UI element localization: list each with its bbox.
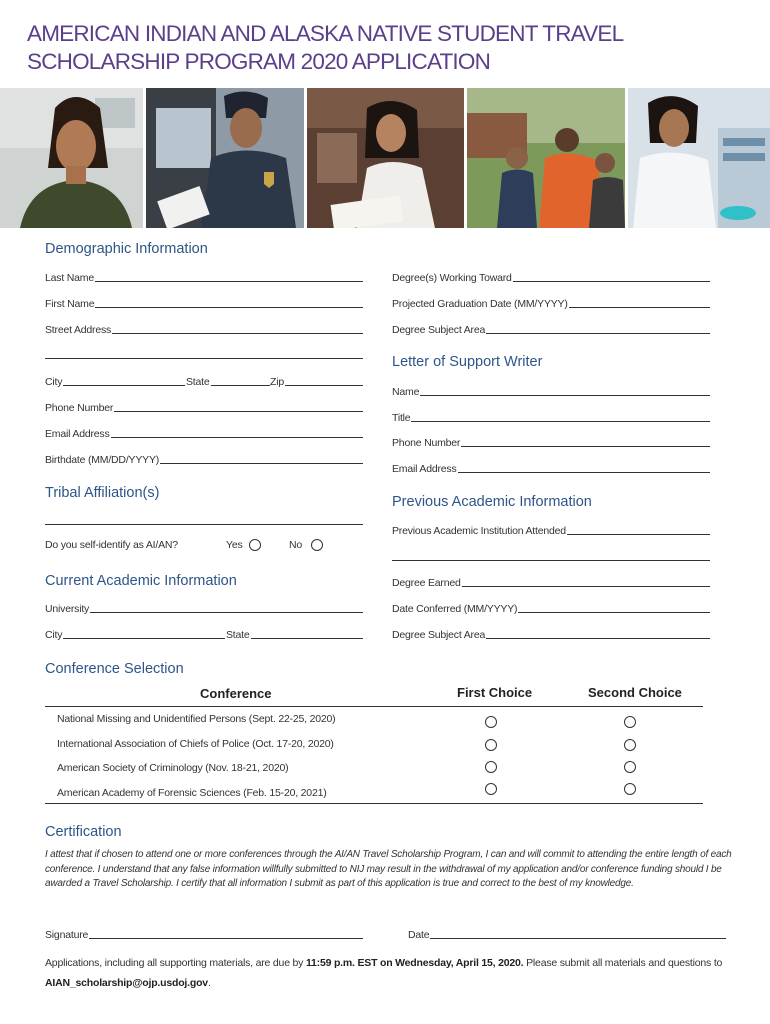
city-field[interactable] bbox=[45, 374, 185, 388]
phone-number-field[interactable] bbox=[45, 400, 363, 414]
section-current-heading: Current Academic Information bbox=[45, 573, 237, 589]
section-certification-heading: Certification bbox=[45, 824, 122, 840]
current-state-label: State bbox=[226, 629, 250, 641]
degree-earned-field[interactable] bbox=[392, 575, 710, 589]
conference-row-2: International Association of Chiefs of Police (Oct. 17-20, 2020) bbox=[57, 738, 334, 750]
birthdate-label: Birthdate (MM/DD/YYYY) bbox=[45, 454, 160, 466]
graduation-date-label: Projected Graduation Date (MM/YYYY) bbox=[392, 298, 568, 310]
state-label: State bbox=[186, 376, 210, 388]
conference-row-4: American Academy of Forensic Sciences (Feb. 15-20, 2021) bbox=[57, 787, 327, 799]
street-address-line-2[interactable] bbox=[45, 358, 363, 359]
signature-label: Signature bbox=[45, 929, 89, 941]
due-date-notice bbox=[45, 953, 745, 993]
second-choice-radio-1[interactable] bbox=[624, 716, 636, 728]
conference-column-header: Conference bbox=[200, 686, 272, 701]
current-state-field[interactable] bbox=[226, 627, 363, 641]
first-name-field[interactable] bbox=[45, 296, 363, 310]
section-conference-heading: Conference Selection bbox=[45, 661, 184, 677]
first-name-label: First Name bbox=[45, 298, 95, 310]
previous-institution-field[interactable] bbox=[392, 523, 710, 537]
yes-option[interactable] bbox=[226, 539, 261, 551]
support-name-label: Name bbox=[392, 386, 420, 398]
first-choice-radio-4[interactable] bbox=[485, 783, 497, 795]
yes-label: Yes bbox=[226, 539, 243, 551]
self-identify-question: Do you self-identify as AI/AN? bbox=[45, 539, 178, 551]
degree-subject-label: Degree Subject Area bbox=[392, 324, 486, 336]
second-choice-radio-3[interactable] bbox=[624, 761, 636, 773]
due-text-3: . bbox=[207, 977, 211, 989]
photo-police-officer bbox=[146, 88, 304, 228]
tribal-affiliation-line[interactable] bbox=[45, 524, 363, 525]
yes-radio[interactable] bbox=[249, 539, 261, 551]
due-text-2: Please submit all materials and questions to bbox=[523, 957, 723, 969]
support-title-field[interactable] bbox=[392, 410, 710, 424]
birthdate-field[interactable] bbox=[45, 452, 363, 466]
state-field[interactable] bbox=[186, 374, 270, 388]
support-email-field[interactable] bbox=[392, 461, 710, 475]
second-choice-radio-4[interactable] bbox=[624, 783, 636, 795]
support-name-field[interactable] bbox=[392, 384, 710, 398]
street-address-label: Street Address bbox=[45, 324, 112, 336]
previous-institution-label: Previous Academic Institution Attended bbox=[392, 525, 566, 537]
support-phone-label: Phone Number bbox=[392, 437, 461, 449]
section-demographic-heading: Demographic Information bbox=[45, 241, 208, 257]
signature-field[interactable] bbox=[45, 927, 363, 941]
last-name-label: Last Name bbox=[45, 272, 94, 284]
certification-statement: I attest that if chosen to attend one or more conferences through the AI/AN Travel Scholarship Program, I can and will commit to attending the entire length of each conference. I understand that any false information willfully submitted to NIJ may result in the withdrawal of my application and/or conference funding should I be awarded a Travel Scholarship. I certify that all information I submit as part of this application is true and correct to the best of my knowledge. bbox=[45, 849, 732, 889]
degree-working-toward-field[interactable] bbox=[392, 270, 710, 284]
university-field[interactable] bbox=[45, 601, 363, 615]
date-field[interactable] bbox=[408, 927, 726, 941]
last-name-field[interactable] bbox=[45, 270, 363, 284]
no-radio[interactable] bbox=[311, 539, 323, 551]
first-choice-radio-1[interactable] bbox=[485, 716, 497, 728]
degree-subject-field[interactable] bbox=[392, 322, 710, 336]
due-text-1: Applications, including all supporting materials, are due by bbox=[45, 957, 306, 969]
support-email-label: Email Address bbox=[392, 463, 457, 475]
zip-label: Zip bbox=[270, 376, 284, 388]
current-city-field[interactable] bbox=[45, 627, 225, 641]
first-choice-radio-2[interactable] bbox=[485, 739, 497, 751]
photo-banner bbox=[0, 88, 770, 228]
date-conferred-label: Date Conferred (MM/YYYY) bbox=[392, 603, 518, 615]
photo-student-writing bbox=[307, 88, 465, 228]
degree-earned-label: Degree Earned bbox=[392, 577, 461, 589]
conference-row-1: National Missing and Unidentified Persons (Sept. 22-25, 2020) bbox=[57, 713, 336, 725]
phone-number-label: Phone Number bbox=[45, 402, 114, 414]
date-label: Date bbox=[408, 929, 430, 941]
previous-subject-field[interactable] bbox=[392, 627, 710, 641]
page-title: AMERICAN INDIAN AND ALASKA NATIVE STUDENT TRAVEL SCHOLARSHIP PROGRAM 2020 APPLICATION bbox=[27, 21, 623, 74]
second-choice-column-header: Second Choice bbox=[588, 685, 682, 700]
section-tribal-heading: Tribal Affiliation(s) bbox=[45, 485, 160, 501]
previous-institution-line-2[interactable] bbox=[392, 560, 710, 561]
degree-working-toward-label: Degree(s) Working Toward bbox=[392, 272, 512, 284]
second-choice-radio-2[interactable] bbox=[624, 739, 636, 751]
no-label: No bbox=[289, 539, 303, 551]
street-address-field[interactable] bbox=[45, 322, 363, 336]
photo-group-hugging bbox=[467, 88, 625, 228]
photo-lab-scientist bbox=[628, 88, 770, 228]
section-previous-heading: Previous Academic Information bbox=[392, 494, 592, 510]
first-choice-column-header: First Choice bbox=[457, 685, 533, 700]
section-support-heading: Letter of Support Writer bbox=[392, 354, 543, 370]
zip-field[interactable] bbox=[270, 374, 363, 388]
photo-student-smiling bbox=[0, 88, 143, 228]
due-deadline: 11:59 p.m. EST on Wednesday, April 15, 2020. bbox=[305, 957, 524, 969]
conference-table-top-rule bbox=[45, 706, 703, 707]
current-city-label: City bbox=[45, 629, 63, 641]
support-phone-field[interactable] bbox=[392, 435, 710, 449]
email-address-field[interactable] bbox=[45, 426, 363, 440]
university-label: University bbox=[45, 603, 90, 615]
date-conferred-field[interactable] bbox=[392, 601, 710, 615]
previous-subject-label: Degree Subject Area bbox=[392, 629, 486, 641]
conference-row-3: American Society of Criminology (Nov. 18-21, 2020) bbox=[57, 762, 289, 774]
city-label: City bbox=[45, 376, 63, 388]
submission-email[interactable]: AIAN_scholarship@ojp.usdoj.gov bbox=[45, 977, 208, 989]
first-choice-radio-3[interactable] bbox=[485, 761, 497, 773]
conference-table-bottom-rule bbox=[45, 803, 703, 804]
graduation-date-field[interactable] bbox=[392, 296, 710, 310]
no-option[interactable] bbox=[289, 539, 323, 551]
support-title-label: Title bbox=[392, 412, 411, 424]
email-address-label: Email Address bbox=[45, 428, 110, 440]
